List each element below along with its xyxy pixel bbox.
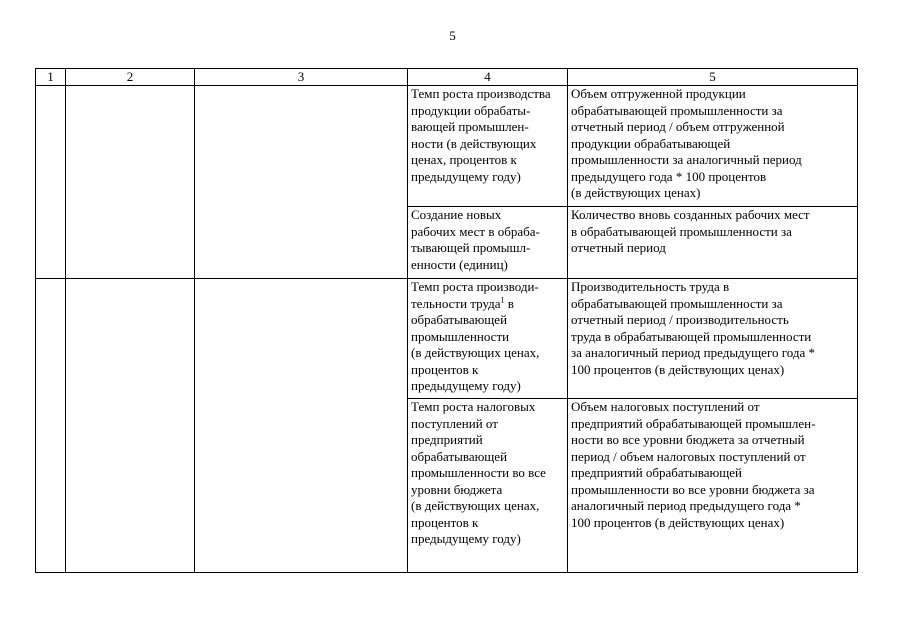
indicator-text-part1: Темп роста производи- тельности труда	[411, 279, 539, 311]
empty-cell-col2	[66, 279, 195, 573]
table-row	[36, 86, 858, 207]
formula-text: Объем отгруженной продукции обрабатывающей промышленности за отчетный период / объем отгруженной продукции обрабатывающей промышленности за аналогичный период предыдущего года * 100 процентов (в действующих ценах)	[571, 86, 802, 200]
indicator-text	[411, 279, 564, 395]
indicator-text: Темп роста налоговых поступлений от предприятий обрабатывающей промышленности во все уровни бюджета (в действующих ценах, процентов к предыдущему году)	[411, 399, 546, 546]
formula-cell	[568, 279, 858, 399]
empty-cell-col1	[36, 279, 66, 573]
empty-cell-col2	[66, 86, 195, 279]
header-cell-1: 1	[36, 69, 66, 86]
formula-text: Производительность труда в обрабатывающей промышленности за отчетный период / производительность труда в обрабатывающей промышленности за аналогичный период предыдущего года * 100 процентов (в действующих ценах)	[571, 279, 815, 377]
indicator-text-part2: в обрабатывающей промышленности (в действующих ценах, процентов к предыдущему году)	[411, 295, 540, 393]
table-row	[36, 279, 858, 399]
header-cell-2: 2	[66, 69, 195, 86]
formula-cell	[568, 399, 858, 573]
header-cell-3: 3	[195, 69, 408, 86]
indicator-text: Создание новых рабочих мест в обраба- тывающей промышл- енности (единиц)	[411, 207, 540, 272]
indicator-text: Темп роста производства продукции обрабаты- вающей промышлен- ности (в действующих ценах, процентов к предыдущему году)	[411, 86, 551, 184]
indicator-cell	[408, 86, 568, 207]
header-cell-5: 5	[568, 69, 858, 86]
formula-cell	[568, 207, 858, 279]
indicators-table	[35, 68, 858, 573]
indicator-cell	[408, 399, 568, 573]
formula-text: Количество вновь созданных рабочих мест в обрабатывающей промышленности за отчетный период	[571, 207, 810, 255]
table-header-row	[36, 69, 858, 86]
footnote-marker: 1	[500, 295, 505, 305]
indicator-cell	[408, 207, 568, 279]
formula-text: Объем налоговых поступлений от предприятий обрабатывающей промышлен- ности во все уровни бюджета за отчетный период / объем налоговых поступлений от предприятий обрабатывающей промышленности во все уровни бюджета за аналогичный период предыдущего года * 100 процентов (в действующих ценах)	[571, 399, 816, 530]
empty-cell-col3	[195, 86, 408, 279]
indicator-cell	[408, 279, 568, 399]
empty-cell-col1	[36, 86, 66, 279]
formula-cell	[568, 86, 858, 207]
header-cell-4: 4	[408, 69, 568, 86]
page-number: 5	[449, 28, 456, 43]
empty-cell-col3	[195, 279, 408, 573]
